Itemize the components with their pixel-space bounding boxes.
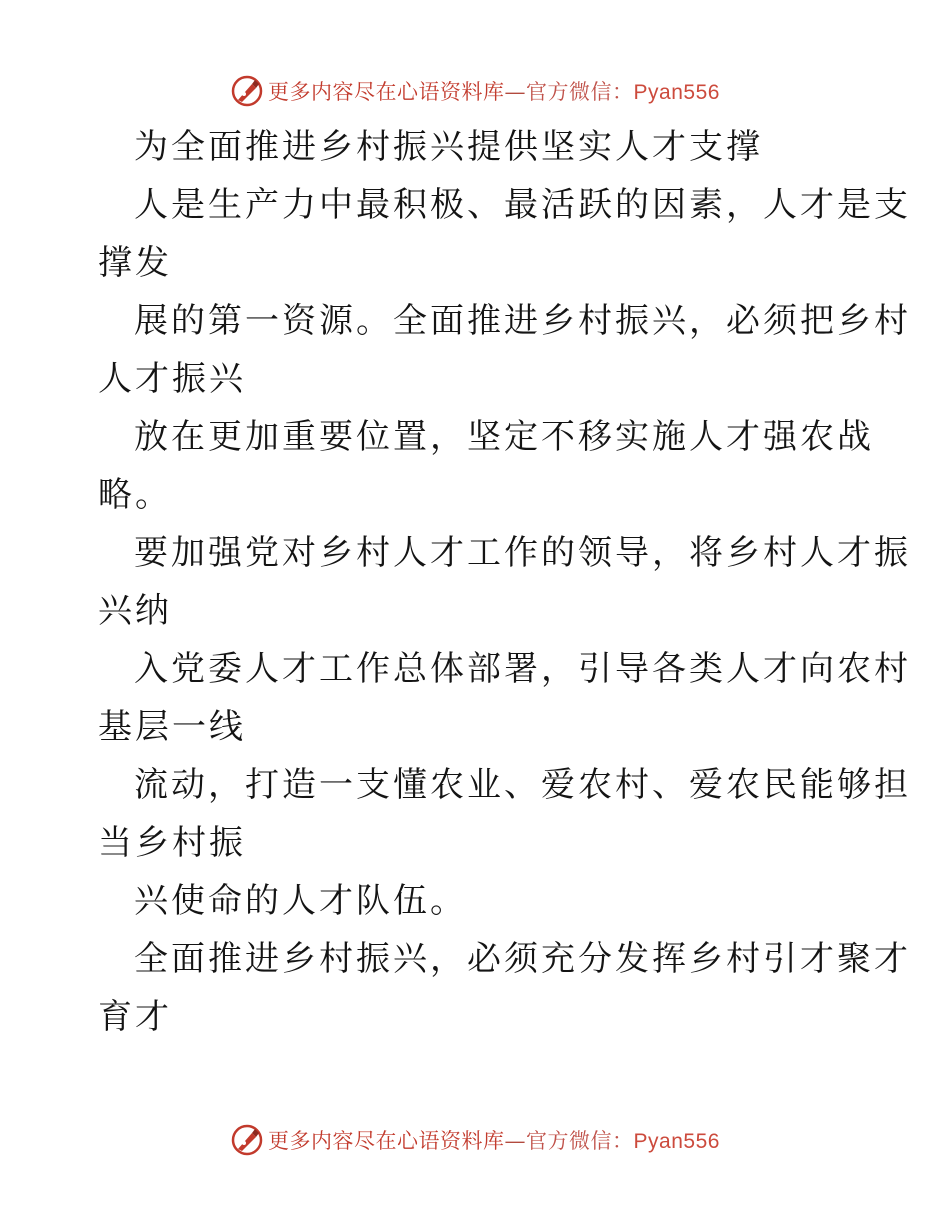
paragraph-line: 人才振兴 bbox=[98, 359, 246, 399]
watermark-text: 更多内容尽在心语资料库 bbox=[268, 80, 505, 104]
header-watermark bbox=[0, 71, 950, 111]
watermark-dash: — bbox=[504, 1129, 527, 1153]
paragraph-line: 人是生产力中最积极、最活跃的因素，人才是支 bbox=[134, 185, 911, 225]
watermark-id: Pyan556 bbox=[633, 1130, 720, 1153]
watermark-label: 官方微信： bbox=[526, 80, 634, 104]
document-title: 为全面推进乡村振兴提供坚实人才支撑 bbox=[134, 127, 763, 167]
paragraph-line: 流动，打造一支懂农业、爱农村、爱农民能够担 bbox=[134, 765, 911, 805]
watermark-id: Pyan556 bbox=[633, 81, 720, 104]
paragraph-line: 略。 bbox=[98, 475, 172, 515]
paragraph-line: 撑发 bbox=[98, 243, 172, 283]
watermark-dash: — bbox=[504, 80, 527, 104]
paragraph-line: 全面推进乡村振兴，必须充分发挥乡村引才聚才 bbox=[134, 939, 911, 979]
watermark-label: 官方微信： bbox=[526, 1129, 634, 1153]
pen-logo-icon bbox=[230, 74, 264, 108]
paragraph-line: 展的第一资源。全面推进乡村振兴，必须把乡村 bbox=[134, 301, 911, 341]
paragraph-line: 当乡村振 bbox=[98, 823, 246, 863]
document-body bbox=[98, 118, 911, 1046]
paragraph-line: 要加强党对乡村人才工作的领导，将乡村人才振 bbox=[134, 533, 911, 573]
paragraph-line: 兴纳 bbox=[98, 591, 172, 631]
paragraph-line: 育才 bbox=[98, 997, 172, 1037]
paragraph-line: 兴使命的人才队伍。 bbox=[134, 881, 467, 921]
pen-logo-icon bbox=[230, 1123, 264, 1157]
paragraph-line: 入党委人才工作总体部署，引导各类人才向农村 bbox=[134, 649, 911, 689]
paragraph-line: 基层一线 bbox=[98, 707, 246, 747]
paragraph-line: 放在更加重要位置，坚定不移实施人才强农战 bbox=[134, 417, 874, 457]
footer-watermark bbox=[0, 1120, 950, 1160]
watermark-text: 更多内容尽在心语资料库 bbox=[268, 1129, 505, 1153]
